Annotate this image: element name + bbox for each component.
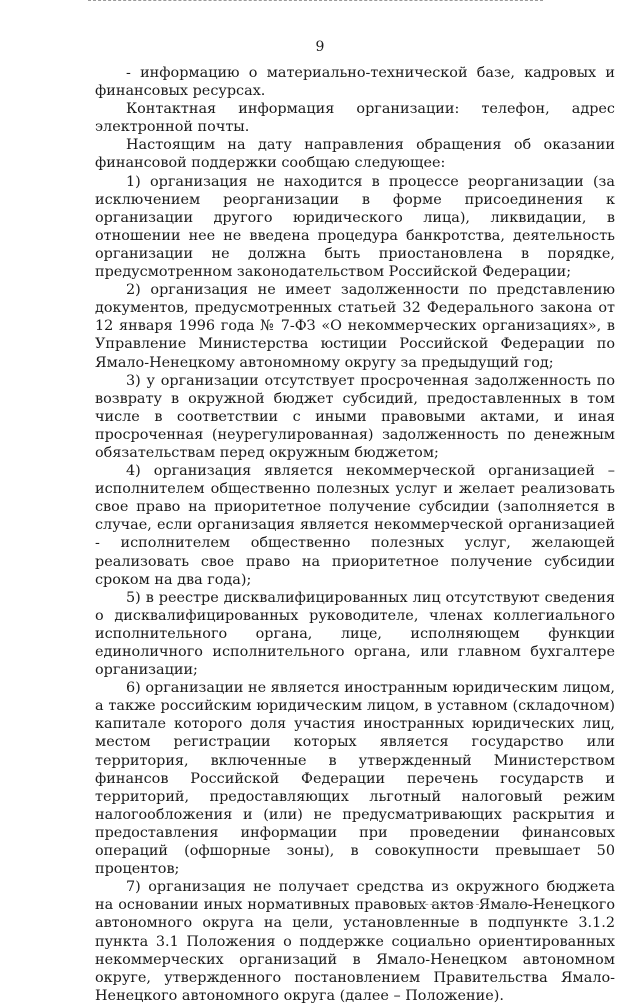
paragraph-declaration-intro: Настоящим на дату направления обращения об оказании финансовой поддержки сообщаю следующее: xyxy=(95,137,615,172)
page-number: 9 xyxy=(315,39,325,55)
paragraph-item-4: 4) организация является некоммерческой организацией – исполнителем общественно полезных услуг и желает реализовать свое право на приоритетное получение субсидии (заполняется в случае, если организация является некоммерческой организацией - исполнителем общественно полезных услуг, желающей реализовать свое право на приоритетное получение субсидии сроком на два года); xyxy=(95,463,615,588)
paragraph-item-5: 5) в реестре дисквалифицированных лиц отсутствуют сведения о дисквалифицированных руководителе, членах коллегиального исполнительного органа, лице, исполняющем функции единоличного исполнительного органа, или главном бухгалтере организации; xyxy=(95,589,615,679)
paragraph-item-2: 2) организация не имеет задолженности по представлению документов, предусмотренных статьей 32 Федерального закона от 12 января 1996 года № 7-ФЗ «О некоммерческих организациях», в Управление Министерства юстиции Российской Федерации по Ямало-Ненецкому автономному округу за предыдущий год; xyxy=(95,282,615,371)
paragraph-resources: - информацию о материально-технической базе, кадровых и финансовых ресурсах. xyxy=(95,65,615,100)
paragraph-contact-info: Контактная информация организации: телефон, адрес электронной почты. xyxy=(95,101,615,136)
paragraph-item-3: 3) у организации отсутствует просроченная задолженность по возврату в окружной бюджет субсидий, предоставленных в том числе в соответствии с иными правовыми актами, и иная просроченная (неурегулированная) задолженность по денежным обязательствам перед окружным бюджетом; xyxy=(95,372,615,461)
top-scan-edge xyxy=(88,0,543,1)
document-body xyxy=(95,64,615,1005)
paragraph-item-1: 1) организация не находится в процессе реорганизации (за исключением реорганизации в форме присоединения к организации другого юридического лица), ликвидации, в отношении нее не введена процедура банкротства, деятельность организации не должна быть приостановлена в порядке, предусмотренном законодательством Российской Федерации; xyxy=(95,173,615,281)
paragraph-item-7: 7) организация не получает средства из окружного бюджета на основании иных нормативных правовых актов Ямало-Ненецкого автономного округа на цели, установленные в подпункте 3.1.2 пункта 3.1 Положения о поддержке социально ориентированных некоммерческих организаций в Ямало-Ненецком автономном округе, утвержденного постановлением Правительства Ямало-Ненецкого автономного округа (далее – Положение). xyxy=(95,879,615,1004)
paragraph-item-6: 6) организации не является иностранным юридическим лицом, а также российским юридическим лицом, в уставном (складочном) капитале которого доля участия иностранных юридических лиц, местом регистрации которых является государство или территория, включенные в утвержденный Министерством финансов Российской Федерации перечень государств и территорий, предоставляющих льготный налоговый режим налогообложения и (или) не предусматривающих раскрытия и предоставления информации при проведении финансовых операций (офшорные зоны), в совокупности превышает 50 процентов; xyxy=(95,680,615,878)
